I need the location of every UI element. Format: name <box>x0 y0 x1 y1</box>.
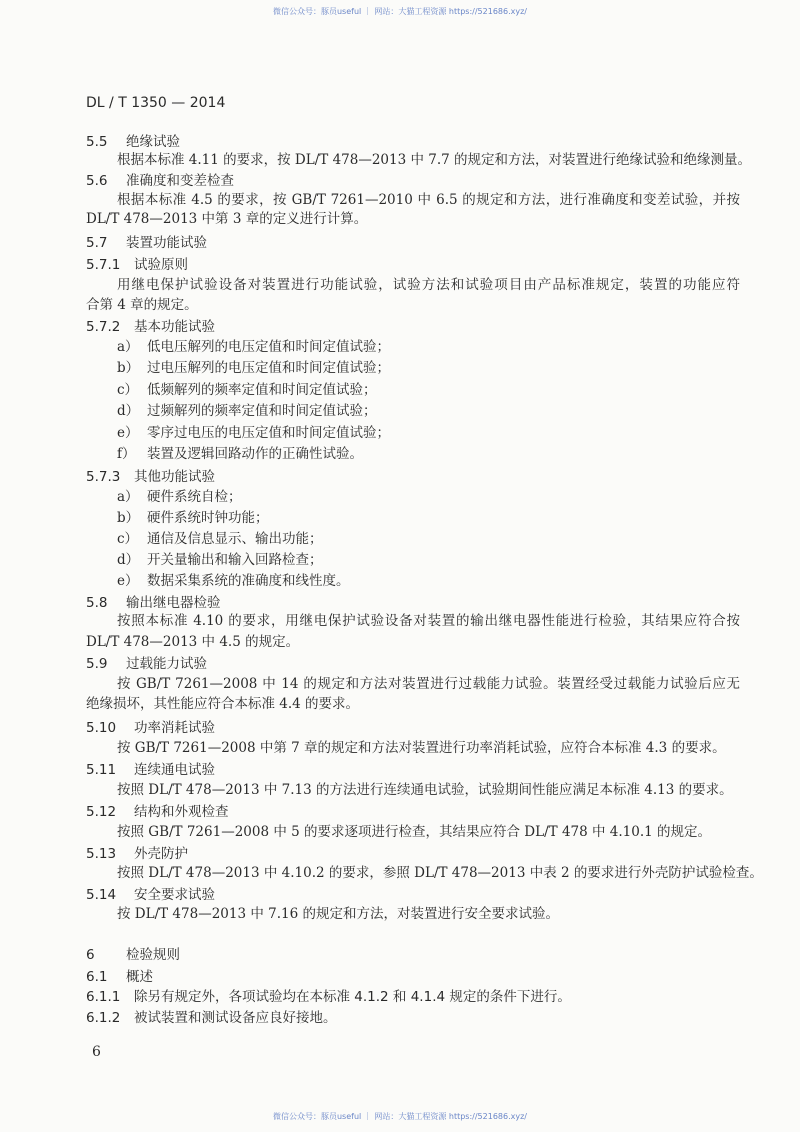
list-item <box>117 572 350 590</box>
section-heading <box>86 886 215 904</box>
section-title: 准确度和变差检查 <box>126 173 234 189</box>
section-title: 安全要求试验 <box>134 887 215 903</box>
list-item <box>117 424 390 442</box>
section-number: 5.10 <box>86 720 117 736</box>
paragraph-line: 按照 DL/T 478—2013 中 7.13 的方法进行连续通电试验，试验期间性能应满足本标准 4.13 的要求。 <box>117 782 733 798</box>
list-marker: a） <box>117 339 139 355</box>
list-text: 硬件系统自检； <box>147 489 242 505</box>
section-number: 5.14 <box>86 887 117 903</box>
section-heading <box>86 655 207 673</box>
list-item <box>117 530 323 548</box>
section-number: 6.1.1 <box>86 989 121 1005</box>
list-text: 过频解列的频率定值和时间定值试验； <box>147 403 377 419</box>
section-title: 被试装置和测试设备应良好接地。 <box>134 1010 337 1026</box>
list-marker: b） <box>117 510 140 526</box>
section-heading <box>86 172 234 190</box>
list-marker: e） <box>117 425 139 441</box>
section-title: 装置功能试验 <box>126 235 207 251</box>
list-item <box>117 359 390 377</box>
paragraph-line: 绝缘损坏，其性能应符合本标准 4.4 的要求。 <box>86 696 360 712</box>
section-number: 5.7 <box>86 235 108 251</box>
section-number: 6.1.2 <box>86 1010 121 1026</box>
section-number: 5.13 <box>86 846 117 862</box>
paragraph-line: DL/T 478—2013 中第 3 章的定义进行计算。 <box>86 211 368 227</box>
list-item <box>117 381 377 399</box>
list-marker: d） <box>117 552 140 568</box>
paragraph-line: 用继电保护试验设备对装置进行功能试验，试验方法和试验项目由产品标准规定，装置的功能应符 <box>117 277 740 293</box>
section-title: 过载能力试验 <box>126 656 207 672</box>
list-marker: c） <box>117 382 139 398</box>
section-heading <box>86 803 229 821</box>
section-number: 5.12 <box>86 804 117 820</box>
section-number: 6.1 <box>86 969 108 985</box>
paragraph-line: 按照 DL/T 478—2013 中 4.10.2 的要求，参照 DL/T 478—2013 中表 2 的要求进行外壳防护试验检查。 <box>117 865 763 881</box>
section-heading <box>86 845 188 863</box>
section-heading <box>86 946 180 964</box>
list-text: 零序过电压的电压定值和时间定值试验； <box>147 425 390 441</box>
list-text: 低电压解列的电压定值和时间定值试验； <box>147 339 390 355</box>
list-text: 低频解列的频率定值和时间定值试验； <box>147 382 377 398</box>
paragraph-line: 按照 GB/T 7261—2008 中 5 的要求逐项进行检查，其结果应符合 DL/T 478 中 4.10.1 的规定。 <box>117 824 712 840</box>
paragraph-line: 根据本标准 4.11 的要求，按 DL/T 478—2013 中 7.7 的规定和方法，对装置进行绝缘试验和绝缘测量。 <box>117 152 752 168</box>
list-marker: b） <box>117 360 140 376</box>
watermark-top: 微信公众号：豚员useful ｜ 网站：大猫工程资源 https://521686.xyz/ <box>272 7 528 16</box>
section-number: 5.8 <box>86 595 108 611</box>
paragraph-line: DL/T 478—2013 中 4.5 的规定。 <box>86 634 300 650</box>
list-marker: f） <box>117 446 136 462</box>
list-item <box>117 402 377 420</box>
section-title: 功率消耗试验 <box>134 720 215 736</box>
section-number: 5.6 <box>86 173 108 189</box>
section-heading <box>86 1009 337 1027</box>
document-code-header: DL / T 1350 — 2014 <box>86 95 226 111</box>
section-title: 输出继电器检验 <box>126 595 221 611</box>
list-item <box>117 445 363 463</box>
list-item <box>117 509 269 527</box>
section-heading <box>86 719 215 737</box>
list-item <box>117 338 390 356</box>
section-heading <box>86 468 215 486</box>
paragraph-line: 按照本标准 4.10 的要求，用继电保护试验设备对装置的输出继电器性能进行检验，其结果应符合按 <box>117 613 740 629</box>
section-title: 基本功能试验 <box>134 319 215 335</box>
list-item <box>117 488 242 506</box>
section-heading <box>86 234 207 252</box>
list-text: 开关量输出和输入回路检查； <box>147 552 323 568</box>
list-text: 数据采集系统的准确度和线性度。 <box>147 573 350 589</box>
paragraph-line: 合第 4 章的规定。 <box>86 297 198 313</box>
list-text: 硬件系统时钟功能； <box>147 510 269 526</box>
section-title: 结构和外观检查 <box>134 804 229 820</box>
list-text: 装置及逻辑回路动作的正确性试验。 <box>147 446 363 462</box>
section-heading <box>86 133 180 151</box>
section-heading <box>86 761 215 779</box>
list-marker: a） <box>117 489 139 505</box>
section-number: 5.7.3 <box>86 469 121 485</box>
section-heading <box>86 988 571 1006</box>
paragraph-line: 按 DL/T 478—2013 中 7.16 的规定和方法，对装置进行安全要求试验。 <box>117 906 559 922</box>
section-title: 其他功能试验 <box>134 469 215 485</box>
list-text: 通信及信息显示、输出功能； <box>147 531 323 547</box>
list-marker: e） <box>117 573 139 589</box>
section-title: 除另有规定外，各项试验均在本标准 4.1.2 和 4.1.4 规定的条件下进行。 <box>134 989 571 1005</box>
watermark-bottom: 微信公众号：豚员useful ｜ 网站：大猫工程资源 https://521686.xyz/ <box>272 1112 528 1121</box>
paragraph-line: 按 GB/T 7261—2008 中第 7 章的规定和方法对装置进行功率消耗试验，应符合本标准 4.3 的要求。 <box>117 740 726 756</box>
section-title: 绝缘试验 <box>126 134 180 150</box>
section-heading <box>86 318 215 336</box>
section-title: 外壳防护 <box>134 846 188 862</box>
section-number: 5.5 <box>86 134 108 150</box>
section-heading <box>86 256 188 274</box>
section-title: 概述 <box>126 969 153 985</box>
section-number: 6 <box>86 947 95 963</box>
section-title: 检验规则 <box>126 947 180 963</box>
list-text: 过电压解列的电压定值和时间定值试验； <box>147 360 390 376</box>
section-number: 5.11 <box>86 762 117 778</box>
paragraph-line: 按 GB/T 7261—2008 中 14 的规定和方法对装置进行过载能力试验。装置经受过载能力试验后应无 <box>117 676 740 692</box>
section-number: 5.7.2 <box>86 319 121 335</box>
section-number: 5.9 <box>86 656 108 672</box>
list-item <box>117 551 323 569</box>
section-title: 连续通电试验 <box>134 762 215 778</box>
paragraph-line: 根据本标准 4.5 的要求，按 GB/T 7261—2010 中 6.5 的规定和方法，进行准确度和变差试验，并按 <box>117 192 740 208</box>
list-marker: c） <box>117 531 139 547</box>
page-number: 6 <box>92 1044 101 1060</box>
section-heading <box>86 968 153 986</box>
list-marker: d） <box>117 403 140 419</box>
section-heading <box>86 594 221 612</box>
section-title: 试验原则 <box>134 257 188 273</box>
section-number: 5.7.1 <box>86 257 121 273</box>
